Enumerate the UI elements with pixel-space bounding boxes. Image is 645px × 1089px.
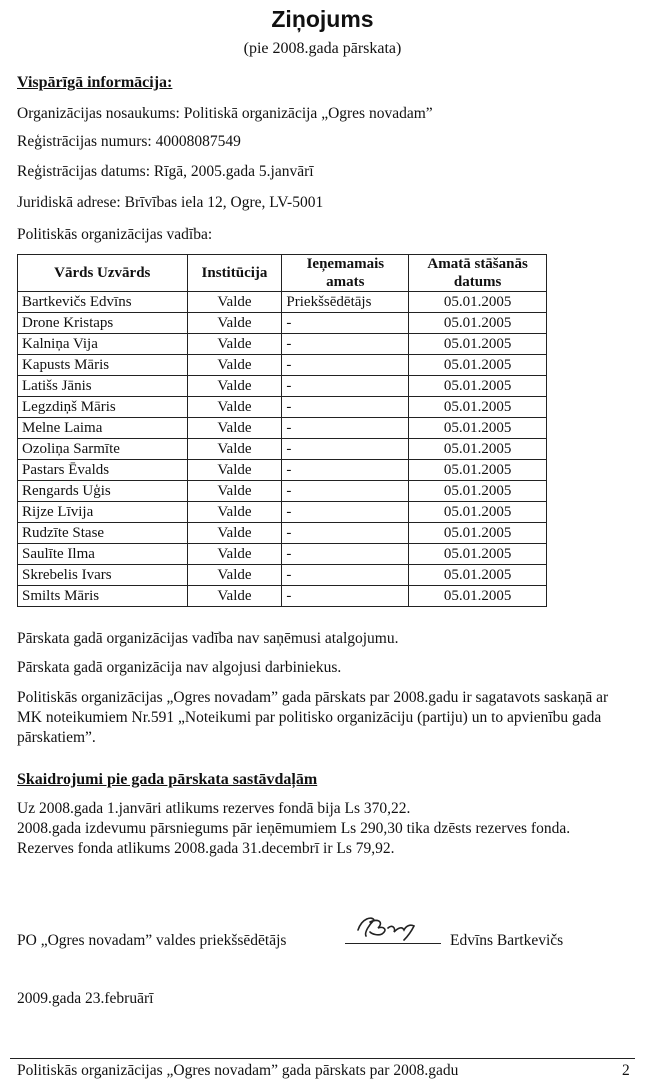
signatory-name: Edvīns Bartkevičs — [450, 932, 564, 949]
notes-line-3: Rezerves fonda atlikums 2008.gada 31.decembrī ir Ls 79,92. — [17, 840, 395, 857]
cell-institution: Valde — [187, 334, 282, 355]
table-row — [18, 565, 547, 586]
table-header-row — [18, 255, 547, 292]
general-info-heading: Vispārīgā informācija: — [17, 74, 173, 91]
table-row — [18, 376, 547, 397]
notes-line-1: Uz 2008.gada 1.janvāri atlikums rezerves fondā bija Ls 370,22. — [17, 800, 411, 817]
cell-start-date: 05.01.2005 — [409, 523, 547, 544]
cell-name: Drone Kristaps — [18, 313, 188, 334]
table-row — [18, 418, 547, 439]
cell-position: - — [282, 439, 409, 460]
reg-date-line: Reģistrācijas datums: Rīgā, 2005.gada 5.janvārī — [17, 163, 314, 180]
cell-position: - — [282, 502, 409, 523]
cell-position: - — [282, 355, 409, 376]
cell-start-date: 05.01.2005 — [409, 355, 547, 376]
address-line: Juridiskā adrese: Brīvības iela 12, Ogre, LV-5001 — [17, 194, 324, 211]
cell-name: Skrebelis Ivars — [18, 565, 188, 586]
cell-start-date: 05.01.2005 — [409, 586, 547, 607]
cell-name: Pastars Ēvalds — [18, 460, 188, 481]
cell-start-date: 05.01.2005 — [409, 565, 547, 586]
reg-number-line: Reģistrācijas numurs: 40008087549 — [17, 133, 241, 150]
cell-position: - — [282, 523, 409, 544]
cell-position: - — [282, 586, 409, 607]
cell-institution: Valde — [187, 481, 282, 502]
org-name-line: Organizācijas nosaukums: Politiskā organizācija „Ogres novadam” — [17, 105, 433, 122]
cell-institution: Valde — [187, 460, 282, 481]
cell-name: Rengards Uģis — [18, 481, 188, 502]
cell-name: Rijze Līvija — [18, 502, 188, 523]
leadership-table — [17, 254, 547, 607]
footer-text: Politiskās organizācijas „Ogres novadam” gada pārskats par 2008.gadu — [17, 1062, 459, 1079]
cell-position: - — [282, 565, 409, 586]
footer-divider — [10, 1058, 635, 1059]
column-header-position: Ieņemamais amats — [282, 255, 409, 292]
column-header-institution: Institūcija — [187, 255, 282, 292]
cell-start-date: 05.01.2005 — [409, 418, 547, 439]
leadership-label: Politiskās organizācijas vadība: — [17, 226, 213, 243]
signature-image — [348, 910, 428, 942]
cell-position: - — [282, 418, 409, 439]
paragraph-compliance: Politiskās organizācijas „Ogres novadam” gada pārskats par 2008.gadu ir sagatavots saskaņā ar MK noteikumiem Nr.591 „Noteikumi par politisko organizāciju (partiju) un to apvienību gada pārskatiem”. — [17, 689, 609, 746]
cell-institution: Valde — [187, 586, 282, 607]
column-header-start-date: Amatā stāšanās datums — [409, 255, 547, 292]
table-row — [18, 439, 547, 460]
notes-line-2: 2008.gada izdevumu pārsniegums pār ieņēmumiem Ls 290,30 tika dzēsts rezerves fonda. — [17, 820, 571, 837]
cell-position: - — [282, 397, 409, 418]
cell-position: Priekšsēdētājs — [282, 292, 409, 313]
cell-name: Saulīte Ilma — [18, 544, 188, 565]
cell-start-date: 05.01.2005 — [409, 334, 547, 355]
table-row — [18, 481, 547, 502]
cell-start-date: 05.01.2005 — [409, 544, 547, 565]
table-row — [18, 355, 547, 376]
table-row — [18, 313, 547, 334]
document-date: 2009.gada 23.februārī — [17, 990, 154, 1007]
cell-institution: Valde — [187, 376, 282, 397]
cell-position: - — [282, 334, 409, 355]
cell-start-date: 05.01.2005 — [409, 292, 547, 313]
page-number: 2 — [622, 1062, 630, 1079]
signatory-title: PO „Ogres novadam” valdes priekšsēdētājs — [17, 932, 287, 949]
document-title: Ziņojums — [271, 6, 374, 32]
cell-name: Smilts Māris — [18, 586, 188, 607]
cell-position: - — [282, 481, 409, 502]
table-row — [18, 460, 547, 481]
cell-start-date: 05.01.2005 — [409, 439, 547, 460]
cell-name: Kalniņa Vija — [18, 334, 188, 355]
cell-name: Kapusts Māris — [18, 355, 188, 376]
cell-name: Latišs Jānis — [18, 376, 188, 397]
cell-name: Legzdiņš Māris — [18, 397, 188, 418]
cell-start-date: 05.01.2005 — [409, 313, 547, 334]
cell-name: Melne Laima — [18, 418, 188, 439]
table-row — [18, 586, 547, 607]
table-row — [18, 334, 547, 355]
cell-institution: Valde — [187, 502, 282, 523]
cell-name: Bartkevičs Edvīns — [18, 292, 188, 313]
cell-position: - — [282, 460, 409, 481]
cell-institution: Valde — [187, 397, 282, 418]
cell-institution: Valde — [187, 565, 282, 586]
cell-start-date: 05.01.2005 — [409, 376, 547, 397]
table-row — [18, 397, 547, 418]
notes-heading: Skaidrojumi pie gada pārskata sastāvdaļām — [17, 771, 318, 788]
cell-start-date: 05.01.2005 — [409, 481, 547, 502]
cell-start-date: 05.01.2005 — [409, 460, 547, 481]
paragraph-no-employees: Pārskata gadā organizācija nav algojusi darbiniekus. — [17, 659, 342, 676]
table-row — [18, 523, 547, 544]
cell-start-date: 05.01.2005 — [409, 502, 547, 523]
cell-start-date: 05.01.2005 — [409, 397, 547, 418]
cell-institution: Valde — [187, 439, 282, 460]
cell-position: - — [282, 376, 409, 397]
cell-name: Ozoliņa Sarmīte — [18, 439, 188, 460]
cell-institution: Valde — [187, 313, 282, 334]
signature-line — [345, 943, 441, 944]
column-header-name: Vārds Uzvārds — [18, 255, 188, 292]
table-row — [18, 544, 547, 565]
cell-institution: Valde — [187, 355, 282, 376]
cell-position: - — [282, 313, 409, 334]
table-row — [18, 292, 547, 313]
cell-institution: Valde — [187, 523, 282, 544]
cell-position: - — [282, 544, 409, 565]
cell-institution: Valde — [187, 544, 282, 565]
table-row — [18, 502, 547, 523]
cell-name: Rudzīte Stase — [18, 523, 188, 544]
paragraph-no-compensation: Pārskata gadā organizācijas vadība nav saņēmusi atalgojumu. — [17, 630, 399, 647]
notes-block — [17, 799, 629, 859]
cell-institution: Valde — [187, 418, 282, 439]
document-subtitle: (pie 2008.gada pārskata) — [243, 40, 402, 57]
cell-institution: Valde — [187, 292, 282, 313]
